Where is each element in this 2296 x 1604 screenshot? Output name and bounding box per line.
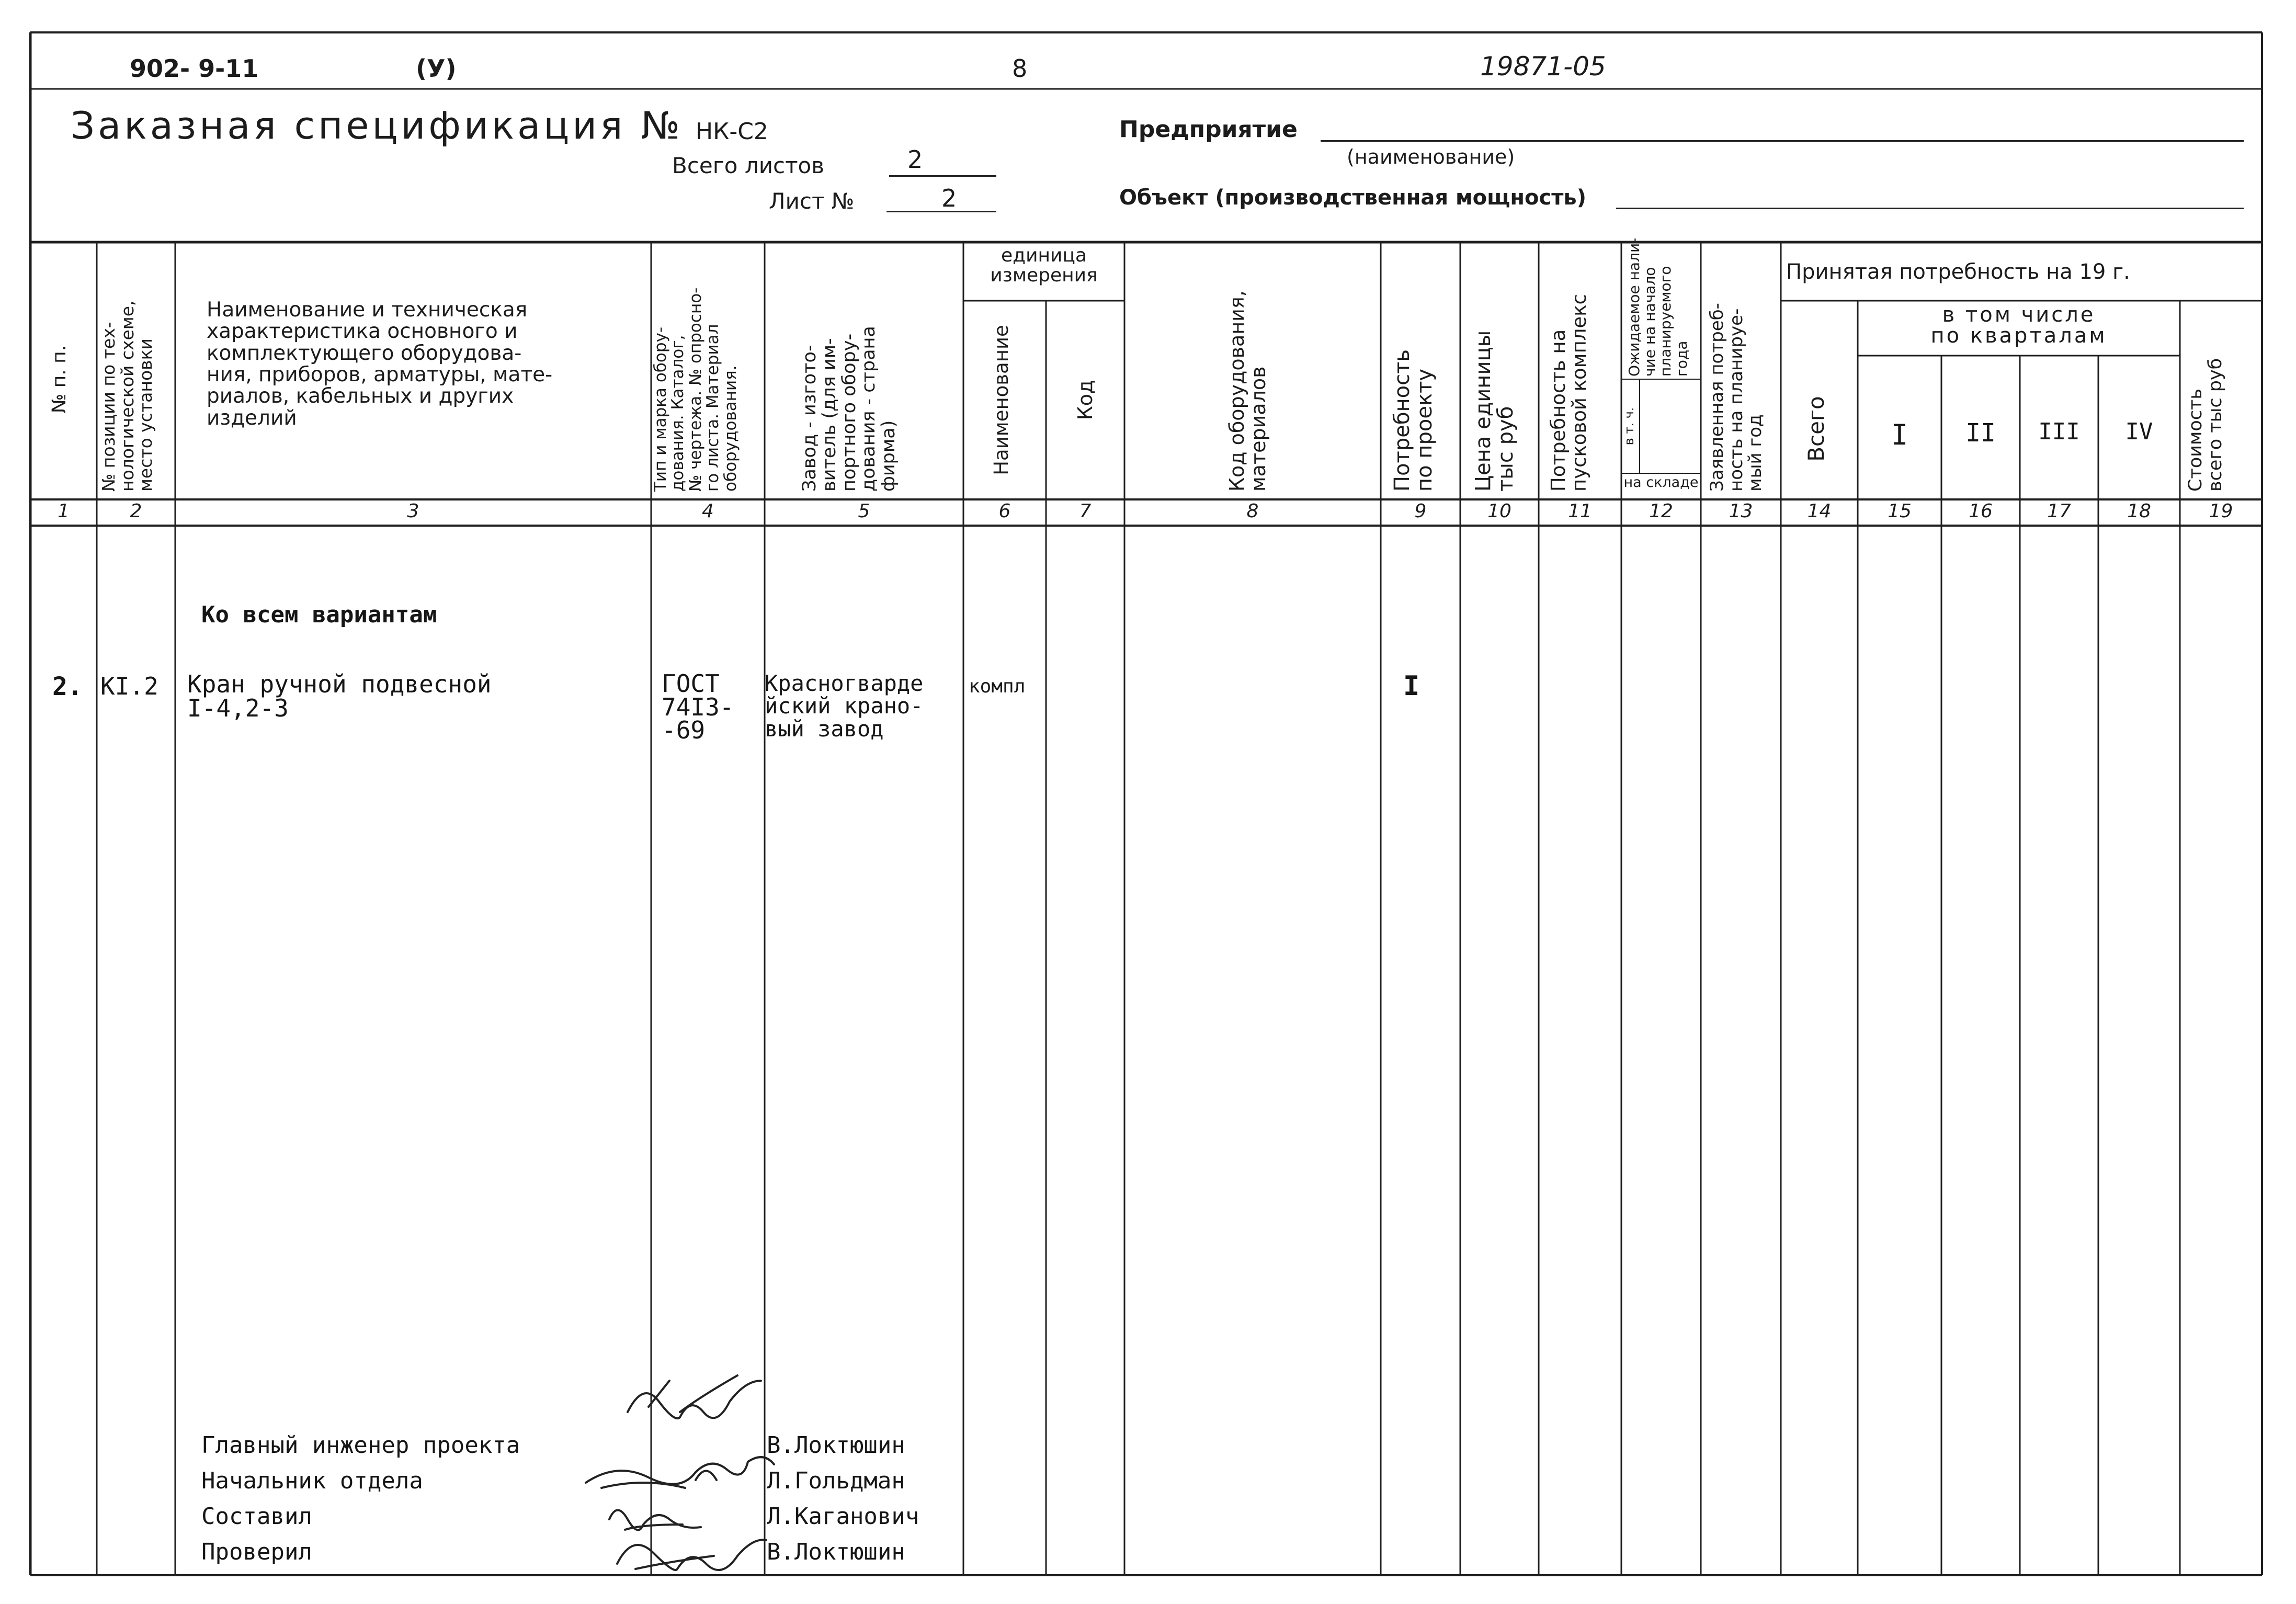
section-heading: Ко всем вариантам <box>201 601 437 628</box>
signature-role-4: Проверил <box>201 1539 312 1565</box>
col-number-1: 1 <box>58 500 70 522</box>
header-q1: I <box>1891 418 1908 451</box>
row-need: I <box>1403 670 1420 702</box>
row-maker: Красногварде йский крано- вый завод <box>765 670 924 742</box>
col-number-18: 18 <box>2127 500 2151 522</box>
object-label: Объект (производственная мощность) <box>1119 186 1586 210</box>
enterprise-underline <box>1321 140 2244 142</box>
col-number-8: 8 <box>1246 500 1259 522</box>
spec-number: НК-С2 <box>696 118 768 145</box>
header-col-10: Цена единицы тыс руб <box>1471 330 1518 492</box>
col-number-10: 10 <box>1487 500 1511 522</box>
col-number-11: 11 <box>1568 500 1592 522</box>
col-number-6: 6 <box>998 500 1011 522</box>
document-marker: (У) <box>416 54 457 83</box>
total-sheets-value: 2 <box>907 145 923 174</box>
signature-3 <box>609 1510 701 1530</box>
header-q4: IV <box>2125 418 2153 445</box>
col-number-12: 12 <box>1649 500 1673 522</box>
signature-name-1: В.Локтюшин <box>767 1432 905 1459</box>
header-col-13: Заявленная потреб- ность на планируе- мый год <box>1707 303 1766 492</box>
header-col-6: Наименование <box>990 325 1013 475</box>
enterprise-sub-label: (наименование) <box>1347 145 1515 168</box>
sheet-label: Лист № <box>769 188 855 214</box>
header-col-19: Стоимость всего тыс руб <box>2185 358 2226 492</box>
header-col-2: № позиции по тех- нологической схеме, место установки <box>98 300 156 492</box>
row-name: Кран ручной подвесной I-4,2-3 <box>187 670 492 722</box>
signature-role-1: Главный инженер проекта <box>201 1432 520 1459</box>
header-col-14: Всего <box>1803 396 1829 462</box>
page-number: 8 <box>1012 54 1028 83</box>
header-accepted: Принятая потребность на 19 г. <box>1786 260 2130 284</box>
signature-name-4: В.Локтюшин <box>767 1539 905 1565</box>
header-col-12-sub: в т. ч. <box>1622 407 1636 446</box>
header-col-12-bottom: на складе <box>1623 474 1699 491</box>
col-number-2: 2 <box>130 500 142 522</box>
row-number: 2. <box>52 672 83 701</box>
signature-name-3: Л.Каганович <box>767 1503 919 1530</box>
sheet-value: 2 <box>941 184 957 212</box>
header-quarters-label: в том числе по кварталам <box>1930 303 2107 348</box>
spec-title: Заказная спецификация № <box>71 104 684 147</box>
row-position: КI.2 <box>100 672 158 700</box>
total-sheets-label: Всего листов <box>672 153 825 178</box>
col-number-7: 7 <box>1079 500 1092 522</box>
header-col-1: № п. п. <box>49 345 70 414</box>
col-number-14: 14 <box>1807 500 1832 522</box>
signature-role-2: Начальник отдела <box>201 1468 423 1494</box>
document-code: 902- 9-11 <box>130 54 259 83</box>
enterprise-label: Предприятие <box>1119 116 1298 143</box>
document-id: 19871-05 <box>1480 51 1606 82</box>
col-number-13: 13 <box>1729 500 1753 522</box>
header-q2: II <box>1965 418 1996 448</box>
total-sheets-underline <box>889 175 996 177</box>
header-unit-group: единица измерения <box>990 245 1098 286</box>
header-col-12-top: Ожидаемое нали- чие на начало планируемого года <box>1626 237 1690 377</box>
object-underline <box>1616 208 2244 209</box>
col-number-19: 19 <box>2209 500 2233 522</box>
signature-name-2: Л.Гольдман <box>767 1468 905 1494</box>
handwritten-signatures <box>586 1375 774 1570</box>
signature-role-3: Составил <box>201 1503 312 1530</box>
signature-4 <box>617 1540 766 1570</box>
row-type: ГОСТ 74I3- -69 <box>662 669 734 745</box>
header-col-11: Потребность на пусковой комплекс <box>1547 294 1590 492</box>
signature-1 <box>628 1375 761 1418</box>
col-number-9: 9 <box>1414 500 1427 522</box>
row-unit: компл <box>969 676 1026 697</box>
col-number-4: 4 <box>702 500 714 522</box>
header-col-8: Код оборудования, материалов <box>1225 290 1270 492</box>
header-col-7: Код <box>1074 380 1097 420</box>
col-number-5: 5 <box>858 500 870 522</box>
signature-2 <box>586 1457 774 1488</box>
sheet-underline <box>886 211 996 212</box>
header-col-4: Тип и марка обору- дования. Каталог, № чертежа. № опросно- го листа. Материал оборудования. <box>651 287 740 492</box>
col-number-3: 3 <box>407 500 419 522</box>
header-col-9: Потребность по проекту <box>1390 349 1437 492</box>
header-col-3: Наименование и техническая характеристика основного и комплектующего оборудова- ния, приборов, арматуры, мате- риалов, кабельных и других изделий <box>207 298 553 430</box>
col-number-16: 16 <box>1969 500 1993 522</box>
col-number-15: 15 <box>1888 500 1912 522</box>
header-col-5: Завод - изгото- витель (для им- портного обору- дования - страна фирма) <box>799 326 900 492</box>
header-q3: III <box>2038 418 2080 445</box>
col-number-17: 17 <box>2047 500 2071 522</box>
